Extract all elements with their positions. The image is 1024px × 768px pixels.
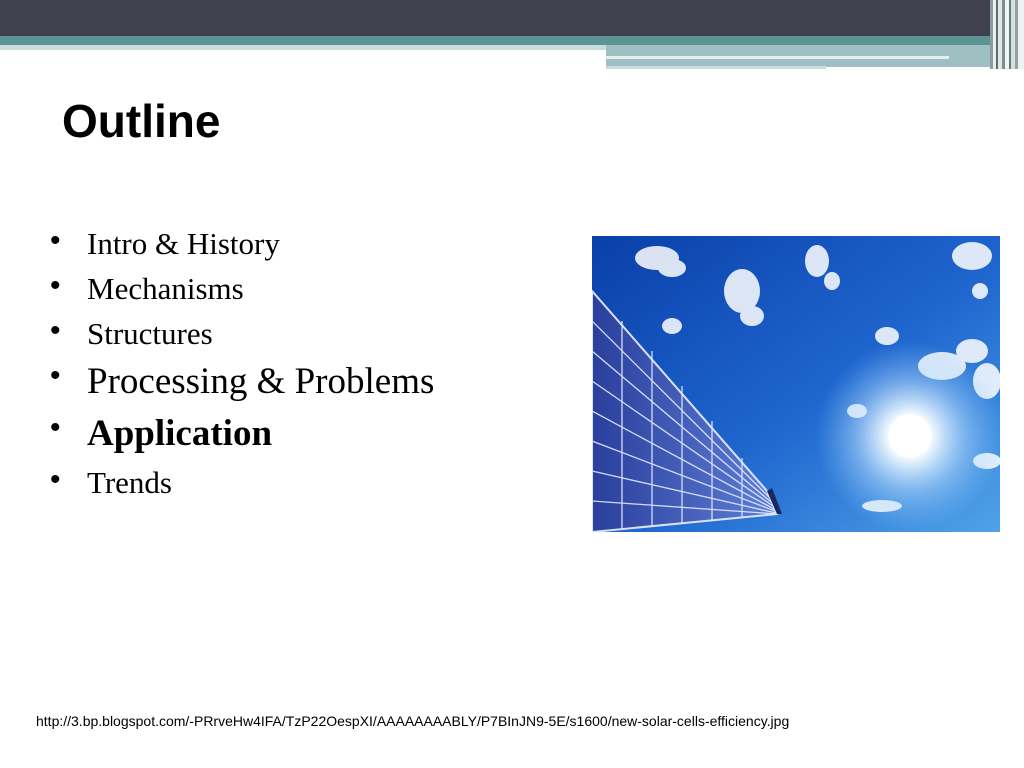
- list-item-text: Application: [87, 413, 273, 454]
- bullet-marker: •: [50, 224, 61, 257]
- list-item-text: Structures: [87, 316, 213, 351]
- header-bar: [0, 0, 1024, 36]
- solar-panel-image: [592, 236, 1000, 532]
- list-item-text: Processing & Problems: [87, 361, 435, 402]
- header-line: [606, 66, 826, 69]
- bullet-marker: •: [50, 359, 61, 392]
- bullet-marker: •: [50, 269, 61, 302]
- header-stripes: [990, 0, 1024, 69]
- header-pale-band: [0, 45, 606, 50]
- bullet-marker: •: [50, 314, 61, 347]
- slide-title: Outline: [62, 95, 221, 147]
- list-item-text: Trends: [87, 465, 172, 500]
- header-line: [606, 56, 949, 59]
- list-item-text: Intro & History: [87, 226, 280, 261]
- image-source-url: http://3.bp.blogspot.com/-PRrveHw4IFA/TzP22OespXI/AAAAAAAABLY/P7BInJN9-5E/s1600/new-solar-cells-efficiency.jpg: [36, 713, 790, 729]
- bullet-marker: •: [50, 411, 61, 444]
- list-item-text: Mechanisms: [87, 271, 244, 306]
- header-accent-band: [0, 36, 1024, 45]
- bullet-marker: •: [50, 463, 61, 496]
